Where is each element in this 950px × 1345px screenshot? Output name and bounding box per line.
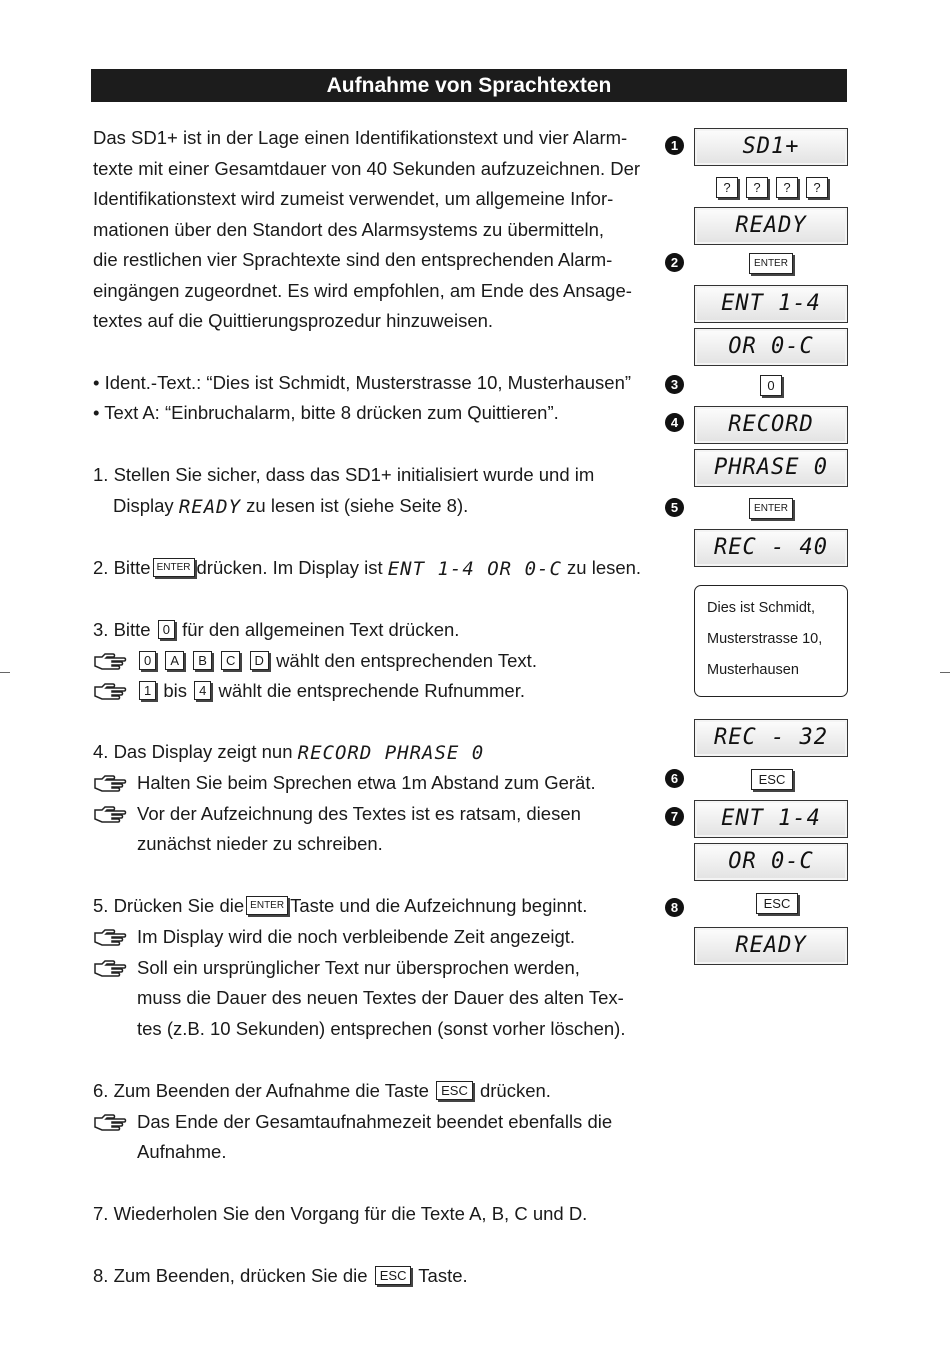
key-a-icon: A: [165, 651, 184, 670]
lcd-inline-text: RECORD PHRASE 0: [297, 741, 485, 764]
bubble-line: Musterhausen: [707, 662, 799, 678]
text: 8. Zum Beenden, drücken Sie die: [93, 1265, 368, 1286]
step-1-text: 1. Stellen Sie sicher, dass das SD1+ initialisiert wurde und im: [93, 464, 595, 485]
lcd-display: RECORD: [694, 406, 848, 444]
step-3-text: [93, 615, 459, 646]
pointing-hand-icon: [93, 804, 129, 824]
margin-tick: [940, 672, 950, 673]
key-1-icon: 1: [139, 681, 156, 700]
lcd-display: REC - 40: [694, 529, 848, 567]
key-c-icon: C: [221, 651, 240, 670]
enter-key-icon: ENTER: [246, 896, 288, 915]
step-number-badge: 2: [665, 253, 684, 272]
margin-tick: [0, 672, 10, 673]
text: drücken. Im Display ist: [196, 557, 383, 578]
esc-key-icon: ESC: [436, 1081, 473, 1100]
step-6-note-1: Das Ende der Gesamtaufnahmezeit beendet ebenfalls die: [137, 1111, 613, 1132]
text: 4. Das Display zeigt nun: [93, 741, 293, 762]
pointing-hand-icon: [93, 681, 129, 701]
pointing-hand-icon: [93, 1112, 129, 1132]
intro-line: mationen über den Standort des Alarmsystems zu übermitteln,: [93, 219, 605, 240]
enter-key-icon: ENTER: [749, 498, 793, 519]
pointing-hand-icon: [93, 927, 129, 947]
text: 2. Bitte: [93, 557, 151, 578]
step-number-badge: 1: [665, 136, 684, 155]
intro-line: textes auf die Quittierungsprozedur hinzuweisen.: [93, 310, 494, 331]
key-0-icon: 0: [158, 620, 175, 639]
step-number-badge: 4: [665, 413, 684, 432]
text: wählt die entsprechende Rufnummer.: [218, 680, 525, 701]
text: zu lesen.: [567, 557, 642, 578]
lcd-display: READY: [694, 927, 848, 965]
key-question-icon: ?: [716, 177, 738, 198]
pointing-hand-icon: [93, 958, 129, 978]
step-3-note-2: [137, 676, 525, 707]
bullet-item: • Text A: “Einbruchalarm, bitte 8 drücken zum Quittieren”.: [93, 402, 559, 423]
speech-bubble: [694, 585, 848, 697]
step-5-note-1: Im Display wird die noch verbleibende Zeit angezeigt.: [137, 926, 576, 947]
key-d-icon: D: [250, 651, 269, 670]
step-2-text: [93, 553, 641, 584]
step-5-note-2: Soll ein ursprünglicher Text nur übersprochen werden,: [137, 957, 580, 978]
intro-line: die restlichen vier Sprachtexte sind den entsprechenden Alarm-: [93, 249, 613, 270]
text: 3. Bitte: [93, 619, 151, 640]
step-3-note-1: [137, 646, 537, 677]
step-5-note-2-cont: muss die Dauer des neuen Textes der Dauer des alten Tex-: [137, 987, 624, 1008]
text: Taste.: [418, 1265, 468, 1286]
text: für den allgemeinen Text drücken.: [182, 619, 460, 640]
text: zu lesen ist (siehe Seite 8).: [246, 495, 469, 516]
text: wählt den entsprechenden Text.: [276, 650, 537, 671]
lcd-display: PHRASE 0: [694, 449, 848, 487]
key-question-icon: ?: [776, 177, 798, 198]
bubble-line: Dies ist Schmidt,: [707, 600, 815, 616]
lcd-display: ENT 1-4: [694, 800, 848, 838]
step-6-text: [93, 1076, 551, 1107]
step-number-badge: 6: [665, 769, 684, 788]
esc-key-icon: ESC: [751, 769, 793, 790]
text: bis: [163, 680, 188, 701]
lcd-display: REC - 32: [694, 719, 848, 757]
step-4-text: [93, 737, 484, 768]
intro-line: Das SD1+ ist in der Lage einen Identifikationstext und vier Alarm-: [93, 127, 628, 148]
text: Taste und die Aufzeichnung beginnt.: [290, 895, 588, 916]
enter-key-icon: ENTER: [749, 253, 793, 274]
step-4-note-2-cont: zunächst nieder zu schreiben.: [137, 833, 383, 854]
lcd-display: OR 0-C: [694, 328, 848, 366]
key-4-icon: 4: [194, 681, 211, 700]
intro-line: eingängen zugeordnet. Es wird empfohlen, am Ende des Ansage-: [93, 280, 632, 301]
bullet-item: • Ident.-Text.: “Dies ist Schmidt, Musterstrasse 10, Musterhausen”: [93, 372, 632, 393]
step-4-note-2: Vor der Aufzeichnung des Textes ist es ratsam, diesen: [137, 803, 581, 824]
step-5-note-2-cont: tes (z.B. 10 Sekunden) entsprechen (sonst vorher löschen).: [137, 1018, 626, 1039]
pointing-hand-icon: [93, 773, 129, 793]
lcd-inline-text: ENT 1-4 OR 0-C: [387, 557, 562, 580]
step-5-text: [93, 891, 587, 922]
step-6-note-1-cont: Aufnahme.: [137, 1141, 227, 1162]
enter-key-icon: ENTER: [153, 558, 195, 577]
text: drücken.: [479, 1080, 551, 1101]
step-number-badge: 8: [665, 898, 684, 917]
step-7-text: 7. Wiederholen Sie den Vorgang für die Texte A, B, C und D.: [93, 1203, 588, 1224]
lcd-display: SD1+: [694, 128, 848, 166]
lcd-display: ENT 1-4: [694, 285, 848, 323]
intro-line: Identifikationstext wird zumeist verwendet, um allgemeine Infor-: [93, 188, 614, 209]
key-b-icon: B: [193, 651, 212, 670]
lcd-inline-text: READY: [178, 495, 242, 518]
step-1-line-2: [113, 491, 468, 522]
step-8-text: [93, 1261, 468, 1292]
key-0-icon: 0: [139, 651, 156, 670]
key-question-icon: ?: [746, 177, 768, 198]
pointing-hand-icon: [93, 651, 129, 671]
esc-key-icon: ESC: [375, 1266, 412, 1285]
esc-key-icon: ESC: [756, 893, 798, 914]
text: 5. Drücken Sie die: [93, 895, 245, 916]
text: Display: [113, 495, 174, 516]
step-number-badge: 5: [665, 498, 684, 517]
lcd-display: OR 0-C: [694, 843, 848, 881]
bubble-line: Musterstrasse 10,: [707, 631, 823, 647]
key-question-icon: ?: [806, 177, 828, 198]
step-number-badge: 7: [665, 807, 684, 826]
key-0-icon: 0: [760, 375, 782, 396]
intro-line: texte mit einer Gesamtdauer von 40 Sekunden aufzuzeichnen. Der: [93, 158, 641, 179]
page-title: Aufnahme von Sprachtexten: [91, 69, 847, 102]
text: 6. Zum Beenden der Aufnahme die Taste: [93, 1080, 429, 1101]
lcd-display: READY: [694, 207, 848, 245]
step-4-note-1: Halten Sie beim Sprechen etwa 1m Abstand zum Gerät.: [137, 772, 596, 793]
step-number-badge: 3: [665, 375, 684, 394]
